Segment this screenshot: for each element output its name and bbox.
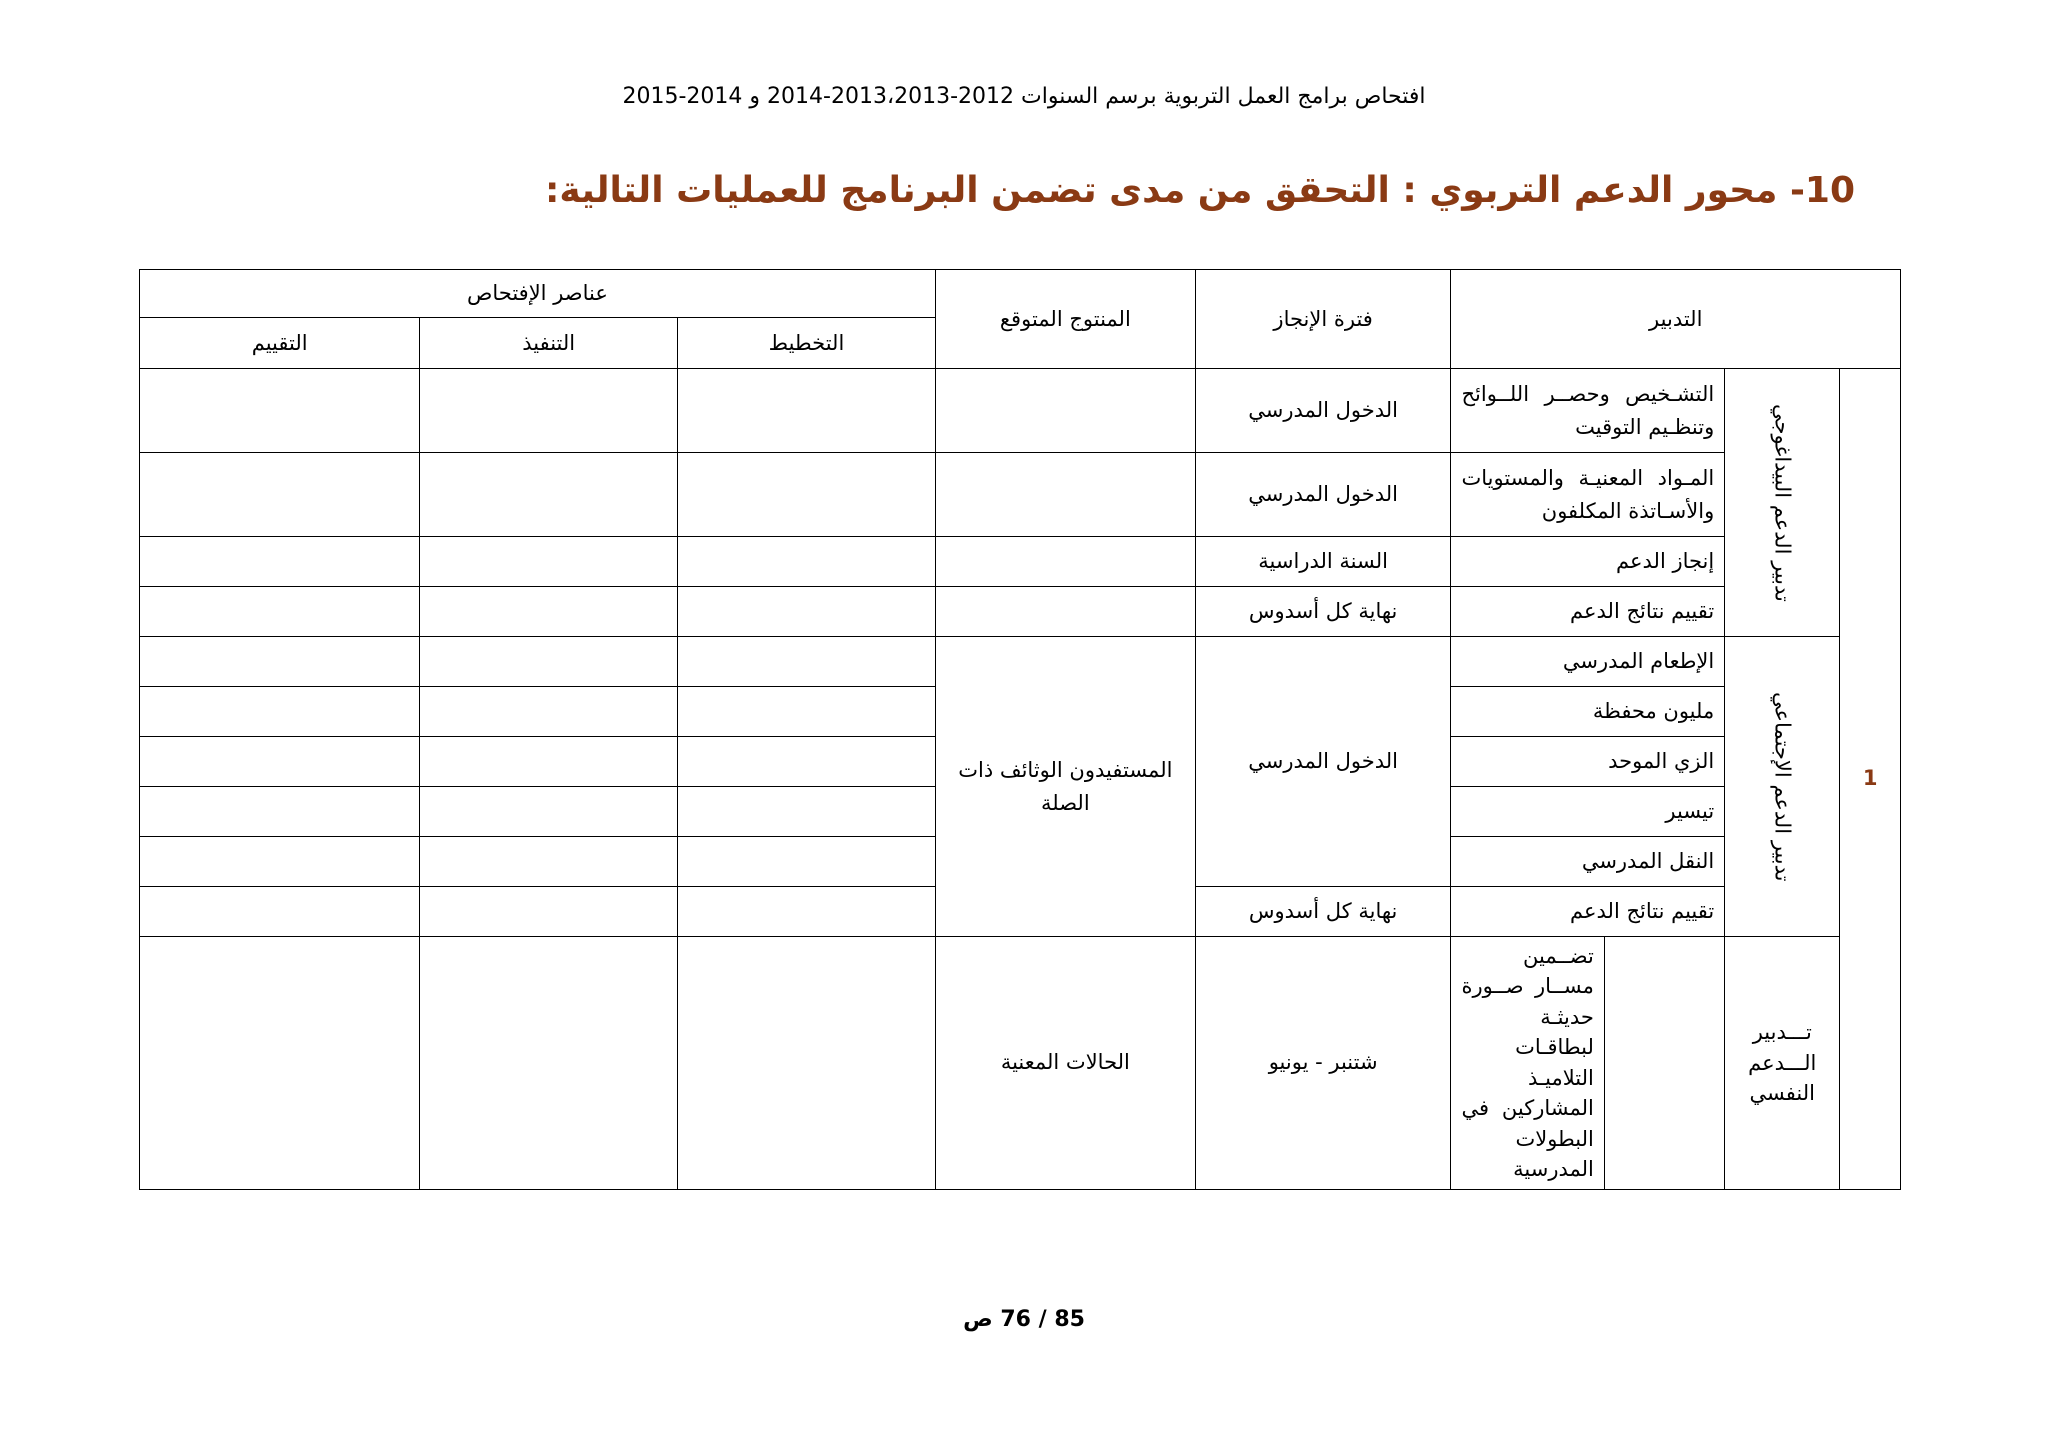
measure-cell: تقييم نتائج الدعم [1451,587,1725,637]
document-header: افتحاص برامج العمل التربوية برسم السنوات 2012-2013،2013-2014 و 2014-2015 [622,84,1426,109]
product-cell: المستفيدون الوثائف ذات الصلة [935,637,1195,937]
header-execution: التنفيذ [420,318,678,369]
header-measure: التدبير [1451,270,1901,369]
period-cell: الدخول المدرسي [1195,453,1451,537]
evaluation-cell [140,687,420,737]
measure-cell: النقل المدرسي [1451,837,1725,887]
planning-cell [678,369,936,453]
period-cell: نهاية كل أسدوس [1195,887,1451,937]
product-cell [935,537,1195,587]
planning-cell [678,737,936,787]
execution-cell [420,587,678,637]
planning-cell [678,587,936,637]
measure-cell: تضــمين مســار صــورة حديثـة لبطاقـات التلاميـذ المشاركين في البطولات المدرسية [1451,937,1604,1190]
measure-cell: الزي الموحد [1451,737,1725,787]
row-number: 1 [1840,369,1901,1190]
planning-cell [678,887,936,937]
execution-cell [420,453,678,537]
execution-cell [420,787,678,837]
header-evaluation: التقييم [140,318,420,369]
execution-cell [420,687,678,737]
execution-cell [420,537,678,587]
execution-cell [420,837,678,887]
evaluation-cell [140,587,420,637]
evaluation-cell [140,787,420,837]
product-cell [935,369,1195,453]
evaluation-cell [140,637,420,687]
period-cell: شتنبر - يونيو [1195,937,1451,1190]
period-cell: الدخول المدرسي [1195,637,1451,887]
evaluation-cell [140,887,420,937]
evaluation-cell [140,537,420,587]
group-psych: تـــدبير الـــدعم النفسي [1725,937,1840,1190]
planning-cell [678,637,936,687]
planning-cell [678,453,936,537]
evaluation-cell [140,369,420,453]
product-cell [935,453,1195,537]
header-period: فترة الإنجاز [1195,270,1451,369]
product-cell: الحالات المعنية [935,937,1195,1190]
product-cell [935,587,1195,637]
period-cell: السنة الدراسية [1195,537,1451,587]
measure-cell: الإطعام المدرسي [1451,637,1725,687]
planning-cell [678,937,936,1190]
planning-cell [678,787,936,837]
period-cell: نهاية كل أسدوس [1195,587,1451,637]
period-cell: الدخول المدرسي [1195,369,1451,453]
execution-cell [420,369,678,453]
page-number: 85 / 76 ص [963,1307,1085,1332]
measure-cell: المـواد المعنيـة والمستويات والأسـاتذة المكلفون [1451,453,1725,537]
evaluation-cell [140,453,420,537]
planning-cell [678,687,936,737]
group-pedagogical: تدبير الدعم البيداغوجي [1725,369,1840,637]
header-planning: التخطيط [678,318,936,369]
header-audit-elements: عناصر الإفتحاص [140,270,936,318]
execution-cell [420,737,678,787]
group-social: تدبير الدعم الإجتماعي [1725,637,1840,937]
measure-cell: تقييم نتائج الدعم [1451,887,1725,937]
planning-cell [678,537,936,587]
evaluation-cell [140,837,420,887]
measure-cell: تيسير [1451,787,1725,837]
blank-cell [1604,937,1724,1190]
execution-cell [420,887,678,937]
evaluation-cell [140,937,420,1190]
audit-table [139,269,1901,1190]
measure-cell: إنجاز الدعم [1451,537,1725,587]
section-title: 10- محور الدعم التربوي : التحقق من مدى تضمن البرنامج للعمليات التالية: [545,170,1855,211]
execution-cell [420,637,678,687]
header-product: المنتوج المتوقع [935,270,1195,369]
execution-cell [420,937,678,1190]
measure-cell: مليون محفظة [1451,687,1725,737]
planning-cell [678,837,936,887]
measure-cell: التشـخيص وحصــر اللــوائح وتنظـيم التوقيت [1451,369,1725,453]
evaluation-cell [140,737,420,787]
